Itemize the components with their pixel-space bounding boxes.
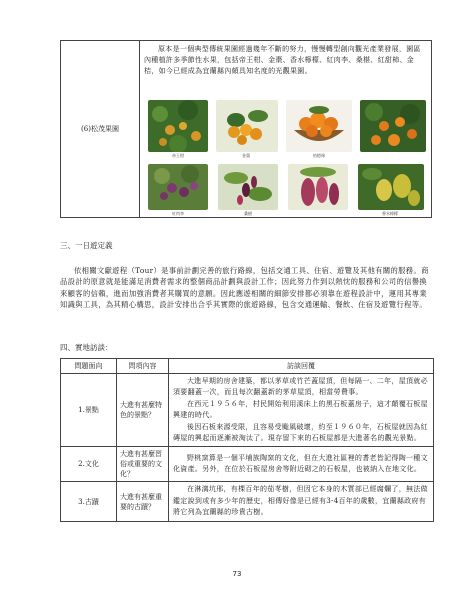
- interview-table: [60, 358, 434, 522]
- answer-paragraph: 在西元１９５６年，村民開始利用溪床上的黑石板蓋房子，這才顛覆石板屋興建的時代。: [173, 399, 428, 420]
- header-answer: 訪談回覆: [169, 359, 434, 374]
- row-answer: [169, 447, 434, 482]
- answer-paragraph: 後因石板來源受限，且容易受颱風破壞，約至１９６０年，石板屋就因為紅磚屋的興起而逐漸被淘汰了。現存留下來的石板屋都是大進著名的觀光景點。: [173, 422, 428, 443]
- section-heading-tour: 三、一日遊定義: [60, 241, 113, 250]
- photo-caption: 香水檸檬: [382, 211, 398, 216]
- photo-caption: 桑椹: [244, 211, 252, 216]
- section-heading-interview: 四、實地訪談：: [60, 343, 113, 352]
- photo-caption: 金棗: [242, 153, 250, 158]
- table-row: [61, 374, 434, 447]
- header-question: 問項內容: [117, 359, 169, 374]
- page-number: 73: [232, 570, 242, 578]
- photo-mulberry: [218, 164, 278, 210]
- row-answer: [169, 482, 434, 521]
- row-question: 大進有甚麼習俗或重要的文化？: [117, 447, 169, 482]
- photo-red-fruit-pods: [288, 164, 348, 210]
- row-question: 大進有甚麼特色的景點？: [117, 374, 169, 447]
- row-aspect: 2.文化: [61, 447, 117, 482]
- row-aspect: 1.景點: [61, 374, 117, 447]
- photo-caption: 桔橙祿: [313, 153, 325, 158]
- photo-caption: 紅肉李: [172, 211, 184, 216]
- answer-paragraph: 大進早期的房舍建築，都以茅草或竹芒蓋屋頂，但每隔一、二年，屋頂就必須要翻蓋一次，而且每次翻蓋新的茅草屋頂，相當勞費事。: [173, 377, 428, 397]
- answer-paragraph: 在淋漓坑邢，有棵百年的茄苳樹，但因它本身的木質部已經腐爛了，無法做鑑定說到或有多少年的歷史，相傳好像是已經有3-4百年的歲數，宜蘭縣政府有將它列為宜蘭縣的珍貴古樹。: [173, 485, 428, 517]
- photo-emperor-citrus: [148, 100, 208, 152]
- table-header-row: [61, 359, 434, 374]
- orchard-name: (6)松茂果園: [81, 125, 119, 133]
- photo-orange-basket: [286, 100, 352, 152]
- orchard-name-cell: [60, 40, 140, 218]
- table-row: [61, 447, 434, 482]
- photo-kumquat: [216, 100, 278, 152]
- table-row: [61, 482, 434, 521]
- answer-paragraph: 野桃窯算是一個平埔族陶窯的文化，但在大進社區裡的耆老皆記得陶一種文化資產。另外，在位於石板屋房舍等附近砌之的石板屋，也被納入在地文化。: [173, 454, 428, 474]
- header-aspect: 問題面向: [61, 359, 117, 374]
- photo-caption: 帝王柑: [172, 153, 184, 158]
- photo-lemon: [358, 164, 424, 210]
- row-question: 大進有甚麼重要的古蹟？: [117, 482, 169, 521]
- photo-citrus-tree: [360, 100, 426, 152]
- row-aspect: 3.古蹟: [61, 482, 117, 521]
- tour-definition-paragraph: 依相關文獻遊程（Tour）是事前計劃完善的旅行路線，包括交通工具、住宿、遊覽及其他有關的服務。商品設計的原意就是能滿足消費者需求的整個商品計劃與設計工作；因此努力作到以熱忱的服務和公司的信譽換來顧客的信賴，進而加強消費者其購買的意願。因此應遊相關的細節安排都必須靠在遊程設計中，運用其專業知識與工具，為其精心構思，設計安排出合乎其實際的旅遊路線，包含交通運輸、餐飲、住宿及遊覽行程等。: [60, 266, 429, 309]
- row-answer: [169, 374, 434, 447]
- photo-red-plum: [148, 164, 208, 210]
- orchard-description: 原本是一個典型傳統果園經過幾年不斷的努力，慢慢轉型創向觀光產業發展，園區內種植許多季節性水果，包括帝王柑、金棗、香水檸檬、紅肉李、桑椹、紅甜柿、金桔，如今已經成為宜蘭縣內頗具知名度的光觀果園。: [144, 45, 421, 75]
